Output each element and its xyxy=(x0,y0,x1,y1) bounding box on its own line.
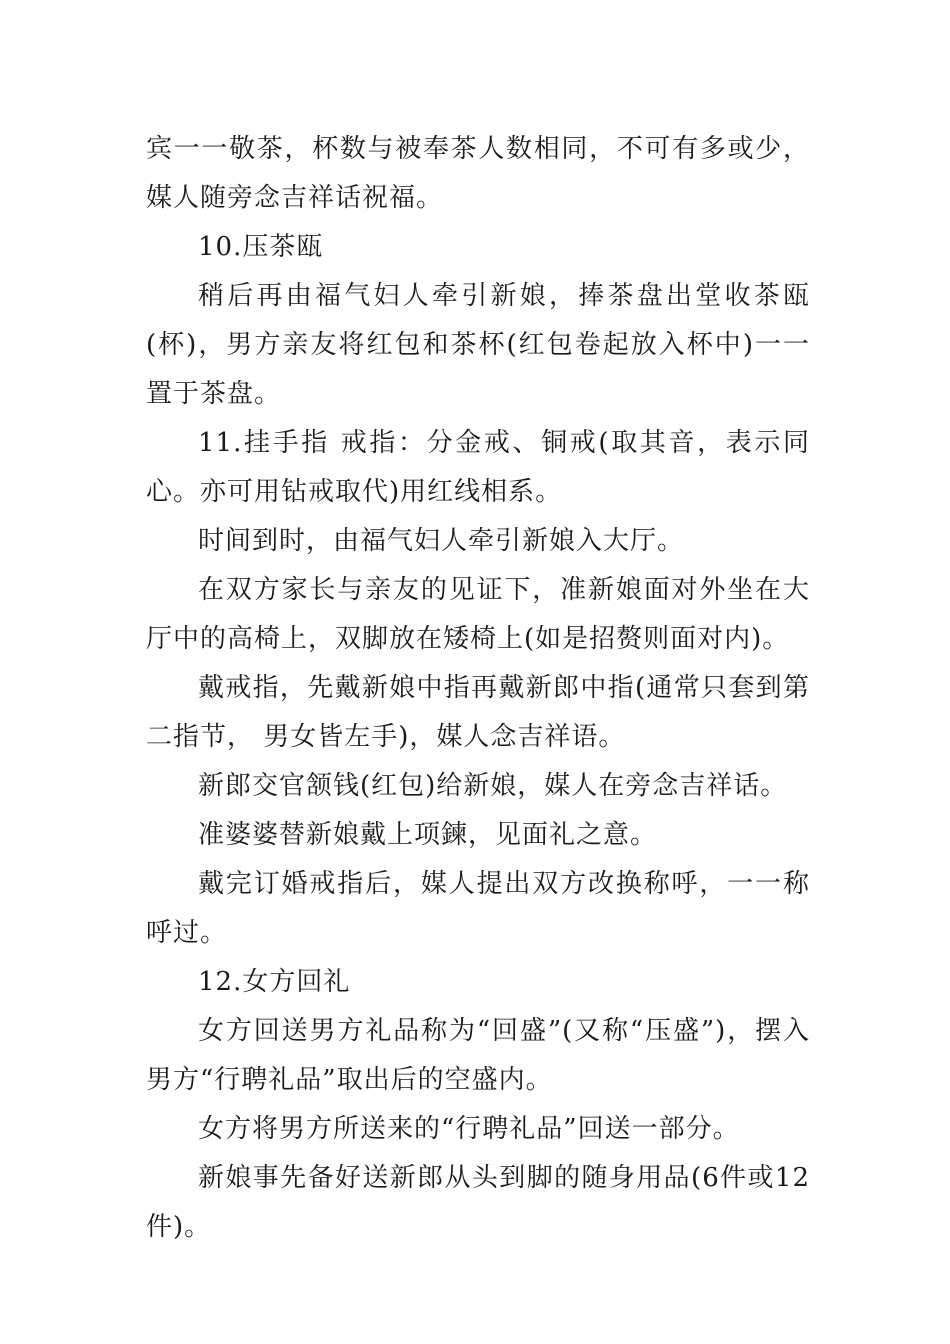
paragraph-bride-enters-hall: 时间到时，由福气妇人牵引新娘入大厅。 xyxy=(198,526,685,556)
paragraph-continued-tea-serving: 宾一一敬茶，杯数与被奉茶人数相同，不可有多或少，媒人随旁念吉祥话祝福。 xyxy=(146,134,810,213)
section-heading-10: 10.压茶瓯 xyxy=(198,232,324,262)
paragraph-bride-seated: 在双方家长与亲友的见证下，准新娘面对外坐在大厅中的高椅上，双脚放在矮椅上(如是招赘则面对内)。 xyxy=(146,575,810,654)
section-heading-11: 11.挂手指 戒指：分金戒、铜戒(取其音，表示同心。亦可用钻戒取代)用红线相系。 xyxy=(146,428,810,507)
paragraph-return-gifts: 女方回送男方礼品称为“回盛”(又称“压盛”)，摆入男方“行聘礼品”取出后的空盛内。 xyxy=(146,1016,810,1095)
paragraph-personal-items: 新娘事先备好送新郎从头到脚的随身用品(6件或12件)。 xyxy=(146,1163,810,1242)
paragraph-wear-rings: 戴戒指，先戴新娘中指再戴新郎中指(通常只套到第二指节， 男女皆左手)，媒人念吉祥语。 xyxy=(146,673,810,752)
paragraph-red-envelope: 新郎交官颔钱(红包)给新娘，媒人在旁念吉祥话。 xyxy=(198,771,788,801)
section-heading-12: 12.女方回礼 xyxy=(198,967,351,997)
paragraph-necklace: 准婆婆替新娘戴上项鍊，见面礼之意。 xyxy=(198,820,658,850)
paragraph-return-part-gifts: 女方将男方所送来的“行聘礼品”回送一部分。 xyxy=(198,1114,740,1144)
paragraph-change-address: 戴完订婚戒指后，媒人提出双方改换称呼，一一称呼过。 xyxy=(146,869,810,948)
document-body xyxy=(146,125,810,1252)
paragraph-collect-tea-cups: 稍后再由福气妇人牵引新娘，捧茶盘出堂收茶瓯(杯)，男方亲友将红包和茶杯(红包卷起放入杯中)一一置于茶盘。 xyxy=(146,281,810,409)
